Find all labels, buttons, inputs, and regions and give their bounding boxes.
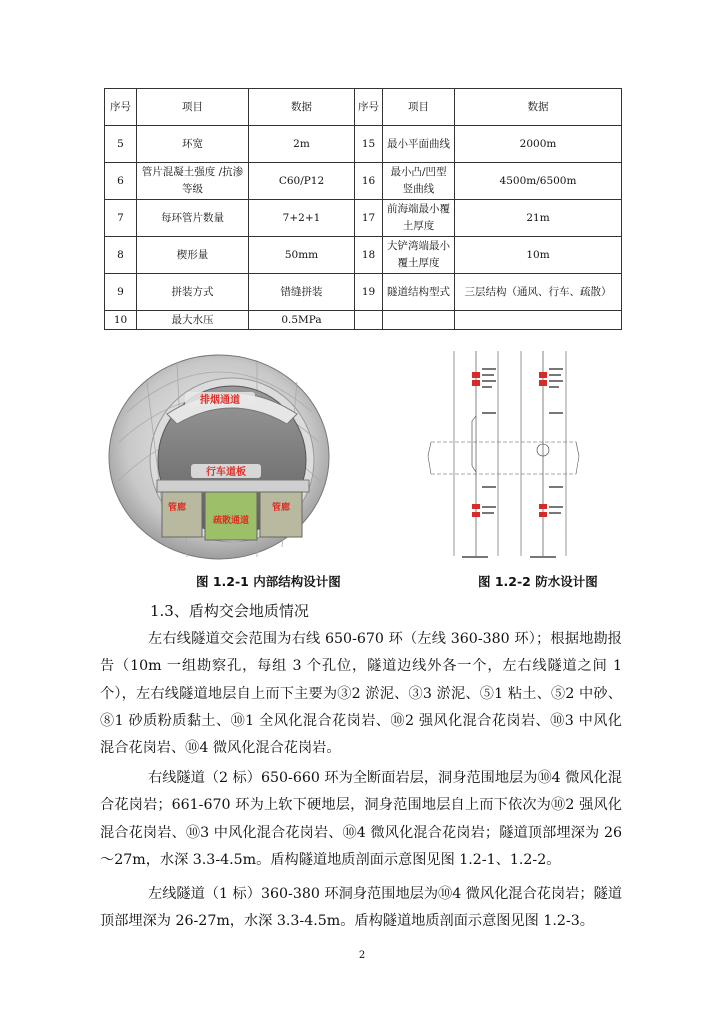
table-cell: 最小平面曲线 bbox=[383, 126, 455, 163]
table-cell: 6 bbox=[105, 163, 137, 200]
table-cell: 16 bbox=[355, 163, 383, 200]
table-cell: 18 bbox=[355, 237, 383, 274]
table-row bbox=[105, 126, 622, 163]
figure-caption-structure: 图 1.2-1 内部结构设计图 bbox=[196, 574, 341, 589]
table-row bbox=[105, 237, 622, 274]
smoke-duct-label: 排烟通道 bbox=[200, 395, 240, 406]
table-row bbox=[105, 274, 622, 311]
table-cell: 每环管片数量 bbox=[137, 200, 249, 237]
table-cell: 19 bbox=[355, 274, 383, 311]
table-cell: 7 bbox=[105, 200, 137, 237]
table-cell: 4500m/6500m bbox=[455, 163, 622, 200]
table-header-row bbox=[105, 89, 622, 126]
table-cell: 2000m bbox=[455, 126, 622, 163]
table-cell: 大铲湾端最小覆土厚度 bbox=[383, 237, 455, 274]
table-cell: 2m bbox=[249, 126, 355, 163]
table-cell: 环宽 bbox=[137, 126, 249, 163]
table-cell: 5 bbox=[105, 126, 137, 163]
paragraph: 右线隧道（2 标）650-660 环为全断面岩层，洞身范围地层为⑩4 微风化混合花岗岩；661-670 环为上软下硬地层，洞身范围地层自上而下依次为⑩2 强风化混合花岗岩、⑩3 中风化混合花岗岩、⑩4 微风化混合花岗岩；隧道顶部埋深为 26～27m，水深 3.3-4.5m。盾构隧道地质剖面示意图见图 1.2-1、1.2-2。 bbox=[100, 770, 622, 868]
table-cell: 最小凸/凹型竖曲线 bbox=[383, 163, 455, 200]
table-cell: 楔形量 bbox=[137, 237, 249, 274]
table-cell: 9 bbox=[105, 274, 137, 311]
road-slab-label: 行车道板 bbox=[206, 467, 246, 478]
paragraph: 左右线隧道交会范围为右线 650-670 环（左线 360-380 环）；根据地勘报告（10m 一组勘察孔，每组 3 个孔位，隧道边线外各一个，左右线隧道之间 1 个），左右线隧道地层自上而下主要为③2 淤泥、③3 淤泥、⑤1 粘土、⑤2 中砂、⑧1 砂质粉质黏土、⑩1 全风化混合花岗岩、⑩2 强风化混合花岗岩、⑩3 中风化混合花岗岩、⑩4 微风化混合花岗岩。 bbox=[100, 631, 622, 757]
table-cell bbox=[455, 311, 622, 330]
evacuation-channel-label: 疏散通道 bbox=[212, 516, 250, 526]
parameter-table bbox=[104, 88, 622, 330]
table-cell: 前海端最小覆土厚度 bbox=[383, 200, 455, 237]
paragraph: 左线隧道（1 标）360-380 环洞身范围地层为⑩4 微风化混合花岗岩；隧道顶部埋深为 26-27m，水深 3.3-4.5m。盾构隧道地质剖面示意图见图 1.2-3。 bbox=[100, 886, 622, 930]
tunnel-structure-figure bbox=[107, 352, 332, 562]
table-cell: 三层结构（通风、行车、疏散） bbox=[455, 274, 622, 311]
section-heading: 1.3、盾构交会地质情况 bbox=[150, 602, 309, 620]
table-cell: 8 bbox=[105, 237, 137, 274]
table-cell: 最大水压 bbox=[137, 311, 249, 330]
header-cell: 项目 bbox=[137, 89, 249, 126]
header-cell: 序号 bbox=[105, 89, 137, 126]
table-cell: 管片混凝土强度 /抗渗等级 bbox=[137, 163, 249, 200]
table-cell: C60/P12 bbox=[249, 163, 355, 200]
table-cell: 隧道结构型式 bbox=[383, 274, 455, 311]
table-cell: 错缝拼装 bbox=[249, 274, 355, 311]
table-cell bbox=[355, 311, 383, 330]
waterproof-design-figure bbox=[426, 346, 586, 568]
table-cell: 17 bbox=[355, 200, 383, 237]
header-cell: 项目 bbox=[383, 89, 455, 126]
header-cell: 序号 bbox=[355, 89, 383, 126]
page-number: 2 bbox=[358, 950, 366, 961]
pipe-gallery-left-label: 管廊 bbox=[167, 503, 187, 513]
table-cell: 21m bbox=[455, 200, 622, 237]
table-cell: 10 bbox=[105, 311, 137, 330]
figure-caption-waterproof: 图 1.2-2 防水设计图 bbox=[478, 574, 598, 589]
table-cell: 7+2+1 bbox=[249, 200, 355, 237]
header-cell: 数据 bbox=[249, 89, 355, 126]
table-row bbox=[105, 163, 622, 200]
table-cell: 10m bbox=[455, 237, 622, 274]
table-row bbox=[105, 311, 622, 330]
pipe-gallery-right-label: 管廊 bbox=[271, 503, 291, 513]
table-cell bbox=[383, 311, 455, 330]
table-cell: 50mm bbox=[249, 237, 355, 274]
table-cell: 15 bbox=[355, 126, 383, 163]
header-cell: 数据 bbox=[455, 89, 622, 126]
table-cell: 0.5MPa bbox=[249, 311, 355, 330]
table-row bbox=[105, 200, 622, 237]
table-cell: 拼装方式 bbox=[137, 274, 249, 311]
